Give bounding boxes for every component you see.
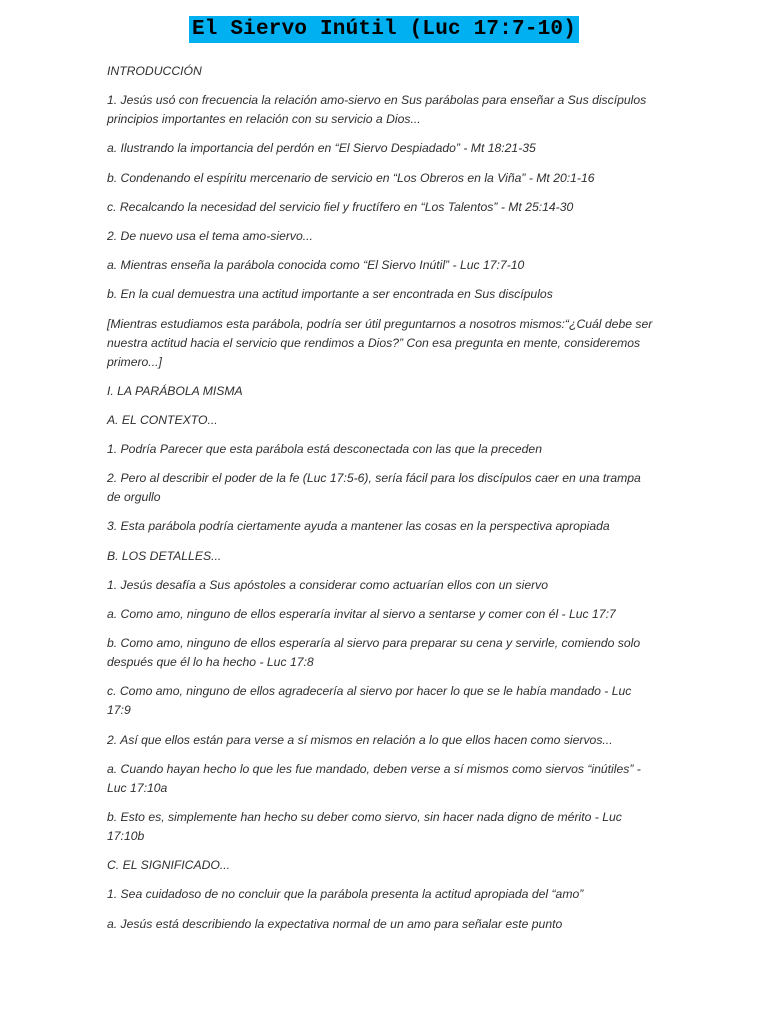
paragraph: a. Ilustrando la importancia del perdón en “El Siervo Despiadado” - Mt 18:21-35	[107, 141, 536, 156]
paragraph: b. Esto es, simplemente han hecho su deber como siervo, sin hacer nada digno de mérito - Luc 17:10b	[107, 809, 622, 843]
paragraph: 1. Jesús usó con frecuencia la relación amo-siervo en Sus parábolas para enseñar a Sus discípulos principios importantes en relación con su servicio a Dios...	[107, 93, 647, 127]
paragraph: 1. Podría Parecer que esta parábola está desconectada con las que la preceden	[107, 442, 542, 457]
paragraph: 3. Esta parábola podría ciertamente ayuda a mantener las cosas en la perspectiva apropiada	[107, 519, 610, 534]
paragraph: I. LA PARÁBOLA MISMA	[107, 383, 243, 398]
document-body	[107, 62, 655, 944]
paragraph: c. Como amo, ninguno de ellos agradecería al siervo por hacer lo que se le había mandado - Luc 17:9	[107, 684, 632, 718]
paragraph: b. En la cual demuestra una actitud importante a ser encontrada en Sus discípulos	[107, 287, 553, 302]
title-container	[0, 16, 768, 43]
paragraph: b. Como amo, ninguno de ellos esperaría al siervo para preparar su cena y servirle, comiendo solo después que él lo ha hecho - Luc 17:8	[107, 636, 641, 670]
paragraph: B. LOS DETALLES...	[107, 548, 222, 563]
paragraph: 2. De nuevo usa el tema amo-siervo...	[107, 228, 313, 243]
paragraph: [Mientras estudiamos esta parábola, podría ser útil preguntarnos a nosotros mismos:“¿Cuál debe ser nuestra actitud hacia el servicio que rendimos a Dios?” Con esa pregunta en mente, consideremos primero...]	[107, 316, 653, 369]
paragraph: a. Como amo, ninguno de ellos esperaría invitar al siervo a sentarse y comer con él - Luc 17:7	[107, 607, 616, 621]
paragraph: a. Jesús está describiendo la expectativa normal de un amo para señalar este punto	[107, 916, 563, 931]
paragraph: c. Recalcando la necesidad del servicio fiel y fructífero en “Los Talentos” - Mt 25:14-30	[107, 199, 574, 214]
paragraph: C. EL SIGNIFICADO...	[107, 858, 231, 873]
document-title: El Siervo Inútil (Luc 17:7-10)	[189, 16, 579, 43]
paragraph: 1. Jesús desafía a Sus apóstoles a considerar como actuarían ellos con un siervo	[107, 577, 549, 592]
paragraph: 2. Así que ellos están para verse a sí mismos en relación a lo que ellos hacen como siervos...	[107, 732, 613, 747]
paragraph: 1. Sea cuidadoso de no concluir que la parábola presenta la actitud apropiada del “amo”	[107, 887, 584, 902]
paragraph: A. EL CONTEXTO...	[107, 412, 218, 427]
paragraph: INTRODUCCIÓN	[107, 64, 202, 78]
paragraph: a. Mientras enseña la parábola conocida como “El Siervo Inútil” - Luc 17:7-10	[107, 258, 525, 273]
paragraph: a. Cuando hayan hecho lo que les fue mandado, deben verse a sí mismos como siervos “inútiles” - Luc 17:10a	[107, 761, 641, 795]
paragraph: b. Condenando el espíritu mercenario de servicio en “Los Obreros en la Viña” - Mt 20:1-16	[107, 170, 595, 185]
paragraph: 2. Pero al describir el poder de la fe (Luc 17:5-6), sería fácil para los discípulos caer en una trampa de orgullo	[107, 471, 641, 505]
